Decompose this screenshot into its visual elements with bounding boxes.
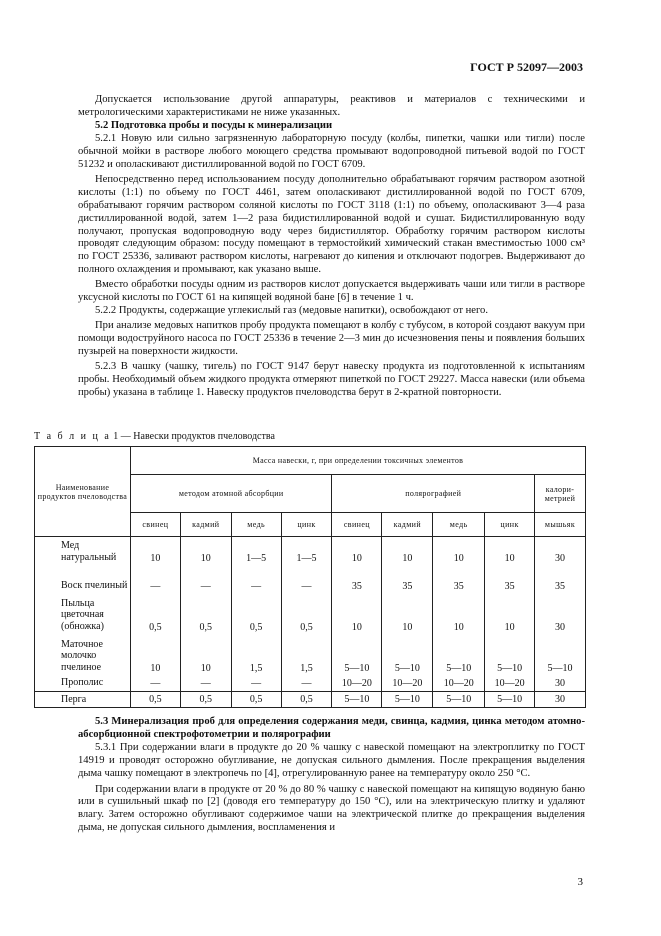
table-cell: 1—5 <box>231 537 281 566</box>
table-cell: 10—20 <box>433 676 485 692</box>
table-cell: 5—10 <box>433 635 485 676</box>
table-cell: 10 <box>332 594 382 635</box>
table-caption-text: 1 — Навески продуктов пчеловодства <box>110 431 275 442</box>
table-cell: 5—10 <box>332 692 382 708</box>
table-cell: — <box>281 676 332 692</box>
page-number: 3 <box>577 876 583 888</box>
table-cell: — <box>231 676 281 692</box>
table-cell: 1—5 <box>281 537 332 566</box>
row-product-name: Перга <box>35 692 131 708</box>
table-cell: 0,5 <box>231 594 281 635</box>
table-cell: 10—20 <box>485 676 535 692</box>
paragraph: При содержании влаги в продукте от 20 % до 80 % чашку с навеской помещают на кипящую водяную баню или в сушильный шкаф по [2] (доводя его температуру до 150 °С), или на электрическую плитку и удаляют влагу. Затем осторожно обугливают содержимое чаши на электрической плитке до прекращения выделения дыма, не допуская сильного дымления, воспламенения и <box>78 783 585 834</box>
element-header: свинец <box>130 513 180 537</box>
paragraph: 5.2.2 Продукты, содержащие углекислый газ (медовые напитки), освобождают от него. <box>95 305 489 317</box>
table-cell: 10—20 <box>382 676 433 692</box>
sample-mass-table <box>34 446 586 708</box>
table-cell: 10 <box>180 635 231 676</box>
table-cell: 0,5 <box>130 692 180 708</box>
table-cell: 1,5 <box>281 635 332 676</box>
table-cell: 10—20 <box>332 676 382 692</box>
table-cell: 35 <box>485 566 535 594</box>
table-cell: 5—10 <box>485 635 535 676</box>
mass-header: Масса навески, г, при определении токсичных элементов <box>130 447 585 475</box>
table-cell: 10 <box>485 594 535 635</box>
table-cell: 35 <box>382 566 433 594</box>
table-cell: 5—10 <box>535 635 586 676</box>
table-cell: 0,5 <box>130 594 180 635</box>
table-caption-label: Т а б л и ц а <box>34 431 111 442</box>
table-cell: — <box>231 566 281 594</box>
element-header: цинк <box>485 513 535 537</box>
table-cell: 0,5 <box>281 594 332 635</box>
document-header: ГОСТ Р 52097—2003 <box>470 60 583 74</box>
table-cell: 10 <box>130 635 180 676</box>
row-product-name: Маточное молочко пчелиное <box>35 635 131 676</box>
table-cell: 10 <box>180 537 231 566</box>
table-cell: 0,5 <box>180 594 231 635</box>
group-header-calorimetry: калори-метрией <box>535 475 586 513</box>
table-cell: 30 <box>535 537 586 566</box>
section-heading-5-3: 5.3 Минерализация проб для определения содержания меди, свинца, кадмия, цинка методом атомно-абсорбционной спектрофотометрии и полярографии <box>78 716 585 740</box>
table-cell: — <box>180 566 231 594</box>
table-cell: 30 <box>535 676 586 692</box>
table-cell: 30 <box>535 692 586 708</box>
row-product-name: Пыльца цветочная (обножка) <box>35 594 131 635</box>
table-cell: — <box>281 566 332 594</box>
element-header: медь <box>433 513 485 537</box>
element-header: медь <box>231 513 281 537</box>
group-header-aas: методом атомной абсорбции <box>130 475 332 513</box>
table-row <box>35 537 586 566</box>
table-cell: 1,5 <box>231 635 281 676</box>
table-cell: 10 <box>332 537 382 566</box>
table-cell: 10 <box>382 537 433 566</box>
table-cell: 5—10 <box>485 692 535 708</box>
column-header-product: Наименование продуктов пчеловодства <box>35 447 131 537</box>
group-header-polarography: полярографией <box>332 475 535 513</box>
table-cell: 35 <box>332 566 382 594</box>
table-row <box>35 594 586 635</box>
table-cell: 30 <box>535 594 586 635</box>
table-cell: 0,5 <box>180 692 231 708</box>
body-text-bottom <box>78 716 585 835</box>
table-cell: 10 <box>433 594 485 635</box>
table-row <box>35 692 586 708</box>
table-cell: 10 <box>485 537 535 566</box>
row-product-name: Прополис <box>35 676 131 692</box>
row-product-name: Воск пчелиный <box>35 566 131 594</box>
paragraph: Непосредственно перед использованием посуду дополнительно обрабатывают горячим раствором азотной кислоты (1:1) по объему по ГОСТ 4461, затем ополаскивают дистиллированной водой по ГОСТ 6709, обрабатывают горячим раствором соляной кислоты по ГОСТ 3118 (1:1) по объему, ополаскивают 3—4 раза дистиллированной водой, затем 1—2 раза бидистиллированной водой и сушат. Бидистиллированную воду получают, пропуская водопроводную воду через бидистиллятор. Обработку горячим раствором кислоты проводят следующим образом: посуду помещают в термостойкий химический стакан вместимостью 1000 см³ по ГОСТ 25336, заливают раствором кислоты, нагревают до кипения и отключают подогрев. Выдерживают до полного охлаждения и промывают, как указано выше. <box>78 173 585 276</box>
element-header: свинец <box>332 513 382 537</box>
row-product-name: Мед натуральный <box>35 537 131 566</box>
table-caption <box>34 431 275 442</box>
table-cell: — <box>180 676 231 692</box>
table-cell: 10 <box>433 537 485 566</box>
element-header: цинк <box>281 513 332 537</box>
paragraph: Допускается использование другой аппаратуры, реактивов и материалов с техническими и метрологическими характеристиками не ниже указанных. <box>78 94 585 118</box>
section-heading-5-2: 5.2 Подготовка пробы и посуды к минерализации <box>95 119 333 131</box>
paragraph: При анализе медовых напитков пробу продукта помещают в колбу с тубусом, в которой создают вакуум при помощи водоструйного насоса по ГОСТ 25336 в течение 2—3 мин до исчезновения пены и появления больших пузырей на поверхности жидкости. <box>78 320 585 358</box>
table-cell: 5—10 <box>332 635 382 676</box>
table-cell: 0,5 <box>231 692 281 708</box>
table-row <box>35 635 586 676</box>
table-cell: — <box>130 566 180 594</box>
table-cell: 10 <box>130 537 180 566</box>
table-cell: — <box>130 676 180 692</box>
table-cell: 35 <box>535 566 586 594</box>
table-cell: 5—10 <box>382 635 433 676</box>
element-header: мышьяк <box>535 513 586 537</box>
table-cell: 5—10 <box>382 692 433 708</box>
paragraph: 5.2.3 В чашку (чашку, тигель) по ГОСТ 9147 берут навеску продукта из подготовленной к испытаниям пробы. Необходимый объем жидкого продукта отмеряют пипеткой по ГОСТ 29227. Масса навески (или объема пробы) указана в таблице 1. Навеску продуктов пчеловодства берут в 2-кратной повторности. <box>78 361 585 398</box>
body-text-top <box>78 94 585 400</box>
element-header: кадмий <box>382 513 433 537</box>
table-cell: 5—10 <box>433 692 485 708</box>
table-cell: 0,5 <box>281 692 332 708</box>
paragraph: 5.2.1 Новую или сильно загрязненную лабораторную посуду (колбы, пипетки, чашки или тигли) после обычной мойки в растворе любого моющего средства промывают водопроводной питьевой водой по ГОСТ 51232 и ополаскивают дистиллированной водой по ГОСТ 6709. <box>78 132 585 170</box>
paragraph: Вместо обработки посуды одним из растворов кислот допускается выдерживать чаши или тигли в растворе уксусной кислоты по ГОСТ 61 на кипящей водяной бане [6] в течение 1 ч. <box>78 279 585 304</box>
table-cell: 35 <box>433 566 485 594</box>
table-cell: 10 <box>382 594 433 635</box>
table-row <box>35 566 586 594</box>
element-header: кадмий <box>180 513 231 537</box>
paragraph: 5.3.1 При содержании влаги в продукте до 20 % чашку с навеской помещают на электроплитку по ГОСТ 14919 и проводят осторожно обугливание, не допуская сильного дымления. После прекращения выделения дыма чашку помещают в электропечь по [4], отрегулированную ранее на температуру около 250 °С. <box>78 741 585 779</box>
table-row <box>35 676 586 692</box>
